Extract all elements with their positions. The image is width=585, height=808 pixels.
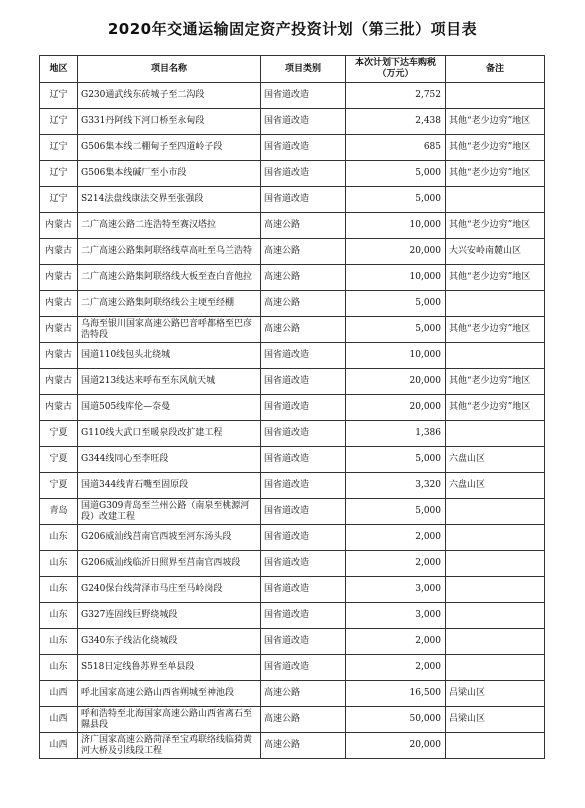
project-name-cell: G110线大武口至暖泉段改扩建工程 xyxy=(78,421,261,447)
category-cell: 国省道改造 xyxy=(261,421,346,447)
region-cell: 内蒙古 xyxy=(40,291,78,317)
category-cell: 国省道改造 xyxy=(261,525,346,551)
category-cell: 国省道改造 xyxy=(261,577,346,603)
project-name-cell: 呼和浩特至北海国家高速公路山西省离石至隰县段 xyxy=(78,707,261,733)
note-cell xyxy=(446,577,545,603)
table-row xyxy=(40,603,545,629)
note-cell xyxy=(446,83,545,109)
category-cell: 国省道改造 xyxy=(261,343,346,369)
table-row xyxy=(40,135,545,161)
amount-cell: 5,000 xyxy=(346,187,446,213)
project-name-cell: 呼北国家高速公路山西省朔城至神池段 xyxy=(78,681,261,707)
note-cell xyxy=(446,629,545,655)
category-cell: 国省道改造 xyxy=(261,629,346,655)
project-name-cell: G506集本线二棚甸子至四道岭子段 xyxy=(78,135,261,161)
project-name-cell: G344线同心至李旺段 xyxy=(78,447,261,473)
region-cell: 山西 xyxy=(40,733,78,759)
document-title: 2020年交通运输固定资产投资计划（第三批）项目表 xyxy=(107,20,478,38)
project-name-cell: G340东子线沾化绕城段 xyxy=(78,629,261,655)
project-name-cell: S214法盘线康法交界至张强段 xyxy=(78,187,261,213)
note-cell: 其他“老少边穷”地区 xyxy=(446,135,545,161)
table-row xyxy=(40,629,545,655)
table-row xyxy=(40,187,545,213)
region-cell: 内蒙古 xyxy=(40,395,78,421)
amount-cell: 20,000 xyxy=(346,733,446,759)
region-cell: 辽宁 xyxy=(40,161,78,187)
category-cell: 国省道改造 xyxy=(261,135,346,161)
amount-cell: 2,000 xyxy=(346,629,446,655)
amount-cell: 2,000 xyxy=(346,551,446,577)
project-table xyxy=(39,55,545,759)
project-name-cell: 国道G309青岛至兰州公路（南泉至桃源河段）改建工程 xyxy=(78,499,261,525)
table-row xyxy=(40,239,545,265)
note-cell: 其他“老少边穷”地区 xyxy=(446,265,545,291)
note-cell: 其他“老少边穷”地区 xyxy=(446,395,545,421)
region-cell: 山东 xyxy=(40,577,78,603)
table-row xyxy=(40,109,545,135)
region-cell: 辽宁 xyxy=(40,83,78,109)
region-cell: 山西 xyxy=(40,707,78,733)
amount-cell: 2,000 xyxy=(346,525,446,551)
category-cell: 高速公路 xyxy=(261,681,346,707)
header-note: 备注 xyxy=(446,56,545,83)
project-name-cell: G206威汕线莒南官西坡至河东汤头段 xyxy=(78,525,261,551)
region-cell: 山东 xyxy=(40,655,78,681)
table-row xyxy=(40,473,545,499)
amount-cell: 5,000 xyxy=(346,161,446,187)
project-name-cell: G327连固线巨野绕城段 xyxy=(78,603,261,629)
category-cell: 高速公路 xyxy=(261,707,346,733)
header-category: 项目类别 xyxy=(261,56,346,83)
table-row xyxy=(40,499,545,525)
table-row xyxy=(40,265,545,291)
table-header-row xyxy=(40,56,545,83)
table-body xyxy=(40,83,545,759)
amount-cell: 20,000 xyxy=(346,369,446,395)
header-region: 地区 xyxy=(40,56,78,83)
project-name-cell: 济广国家高速公路菏泽至宝鸡联络线临猗黄河大桥及引线段工程 xyxy=(78,733,261,759)
region-cell: 青岛 xyxy=(40,499,78,525)
note-cell xyxy=(446,421,545,447)
note-cell: 其他“老少边穷”地区 xyxy=(446,317,545,343)
region-cell: 宁夏 xyxy=(40,447,78,473)
region-cell: 宁夏 xyxy=(40,473,78,499)
region-cell: 山东 xyxy=(40,603,78,629)
region-cell: 内蒙古 xyxy=(40,317,78,343)
amount-cell: 3,000 xyxy=(346,603,446,629)
table-row xyxy=(40,317,545,343)
project-name-cell: G206威汕线临沂日照界至莒南官西坡段 xyxy=(78,551,261,577)
region-cell: 山东 xyxy=(40,525,78,551)
note-cell: 其他“老少边穷”地区 xyxy=(446,161,545,187)
note-cell xyxy=(446,603,545,629)
category-cell: 国省道改造 xyxy=(261,187,346,213)
note-cell xyxy=(446,551,545,577)
note-cell: 其他“老少边穷”地区 xyxy=(446,213,545,239)
note-cell: 吕梁山区 xyxy=(446,707,545,733)
table-row xyxy=(40,707,545,733)
table-row xyxy=(40,343,545,369)
note-cell: 六盘山区 xyxy=(446,447,545,473)
region-cell: 宁夏 xyxy=(40,421,78,447)
table-row xyxy=(40,525,545,551)
amount-cell: 20,000 xyxy=(346,395,446,421)
region-cell: 辽宁 xyxy=(40,109,78,135)
table-row xyxy=(40,161,545,187)
region-cell: 辽宁 xyxy=(40,135,78,161)
amount-cell: 3,320 xyxy=(346,473,446,499)
project-name-cell: G331丹阿线下河口桥至永甸段 xyxy=(78,109,261,135)
category-cell: 国省道改造 xyxy=(261,369,346,395)
amount-cell: 3,000 xyxy=(346,577,446,603)
amount-cell: 1,386 xyxy=(346,421,446,447)
table-row xyxy=(40,577,545,603)
amount-cell: 50,000 xyxy=(346,707,446,733)
category-cell: 国省道改造 xyxy=(261,161,346,187)
note-cell xyxy=(446,291,545,317)
category-cell: 国省道改造 xyxy=(261,109,346,135)
amount-cell: 10,000 xyxy=(346,265,446,291)
amount-cell: 2,000 xyxy=(346,655,446,681)
note-cell xyxy=(446,655,545,681)
note-cell xyxy=(446,343,545,369)
category-cell: 高速公路 xyxy=(261,317,346,343)
project-name-cell: G240保台线菏泽市马庄至马岭岗段 xyxy=(78,577,261,603)
project-name-cell: 国道344线青石嘴至固原段 xyxy=(78,473,261,499)
project-name-cell: G230通武线东砖城子至二沟段 xyxy=(78,83,261,109)
note-cell: 其他“老少边穷”地区 xyxy=(446,109,545,135)
note-cell xyxy=(446,733,545,759)
note-cell: 吕梁山区 xyxy=(446,681,545,707)
header-amount: 本次计划下达车购税（万元） xyxy=(346,56,446,83)
table-row xyxy=(40,551,545,577)
note-cell xyxy=(446,187,545,213)
category-cell: 国省道改造 xyxy=(261,395,346,421)
table-row xyxy=(40,213,545,239)
table-row xyxy=(40,447,545,473)
category-cell: 高速公路 xyxy=(261,733,346,759)
region-cell: 内蒙古 xyxy=(40,239,78,265)
project-name-cell: 国道505线库伦—奈曼 xyxy=(78,395,261,421)
amount-cell: 5,000 xyxy=(346,447,446,473)
amount-cell: 10,000 xyxy=(346,343,446,369)
table-row xyxy=(40,291,545,317)
note-cell xyxy=(446,525,545,551)
category-cell: 高速公路 xyxy=(261,265,346,291)
project-name-cell: 国道213线达来呼布至东风航天城 xyxy=(78,369,261,395)
amount-cell: 685 xyxy=(346,135,446,161)
amount-cell: 5,000 xyxy=(346,291,446,317)
amount-cell: 5,000 xyxy=(346,317,446,343)
region-cell: 内蒙古 xyxy=(40,265,78,291)
project-name-cell: S518日定线鲁苏界至单县段 xyxy=(78,655,261,681)
region-cell: 内蒙古 xyxy=(40,369,78,395)
project-name-cell: 二广高速公路二连浩特至赛汉塔拉 xyxy=(78,213,261,239)
note-cell xyxy=(446,499,545,525)
category-cell: 国省道改造 xyxy=(261,447,346,473)
region-cell: 山西 xyxy=(40,681,78,707)
amount-cell: 2,752 xyxy=(346,83,446,109)
category-cell: 国省道改造 xyxy=(261,499,346,525)
note-cell: 其他“老少边穷”地区 xyxy=(446,369,545,395)
table-row xyxy=(40,83,545,109)
region-cell: 山东 xyxy=(40,551,78,577)
region-cell: 辽宁 xyxy=(40,187,78,213)
amount-cell: 16,500 xyxy=(346,681,446,707)
region-cell: 内蒙古 xyxy=(40,343,78,369)
category-cell: 高速公路 xyxy=(261,291,346,317)
category-cell: 国省道改造 xyxy=(261,603,346,629)
amount-cell: 10,000 xyxy=(346,213,446,239)
table-row xyxy=(40,369,545,395)
table-row xyxy=(40,681,545,707)
note-cell: 六盘山区 xyxy=(446,473,545,499)
category-cell: 高速公路 xyxy=(261,239,346,265)
amount-cell: 5,000 xyxy=(346,499,446,525)
project-name-cell: G506集本线碱厂至小市段 xyxy=(78,161,261,187)
header-project-name: 项目名称 xyxy=(78,56,261,83)
table-row xyxy=(40,655,545,681)
note-cell: 大兴安岭南麓山区 xyxy=(446,239,545,265)
project-name-cell: 国道110线包头北绕城 xyxy=(78,343,261,369)
category-cell: 国省道改造 xyxy=(261,655,346,681)
amount-cell: 20,000 xyxy=(346,239,446,265)
category-cell: 国省道改造 xyxy=(261,551,346,577)
category-cell: 国省道改造 xyxy=(261,473,346,499)
category-cell: 国省道改造 xyxy=(261,83,346,109)
project-name-cell: 乌海至银川国家高速公路巴音呼都格至巴彦浩特段 xyxy=(78,317,261,343)
table-row xyxy=(40,421,545,447)
region-cell: 内蒙古 xyxy=(40,213,78,239)
category-cell: 高速公路 xyxy=(261,213,346,239)
table-row xyxy=(40,395,545,421)
project-name-cell: 二广高速公路集阿联络线大板至查白音他拉 xyxy=(78,265,261,291)
amount-cell: 2,438 xyxy=(346,109,446,135)
project-name-cell: 二广高速公路集阿联络线公主埂至经棚 xyxy=(78,291,261,317)
table-row xyxy=(40,733,545,759)
region-cell: 山东 xyxy=(40,629,78,655)
project-name-cell: 二广高速公路集阿联络线草高吐至乌兰浩特 xyxy=(78,239,261,265)
